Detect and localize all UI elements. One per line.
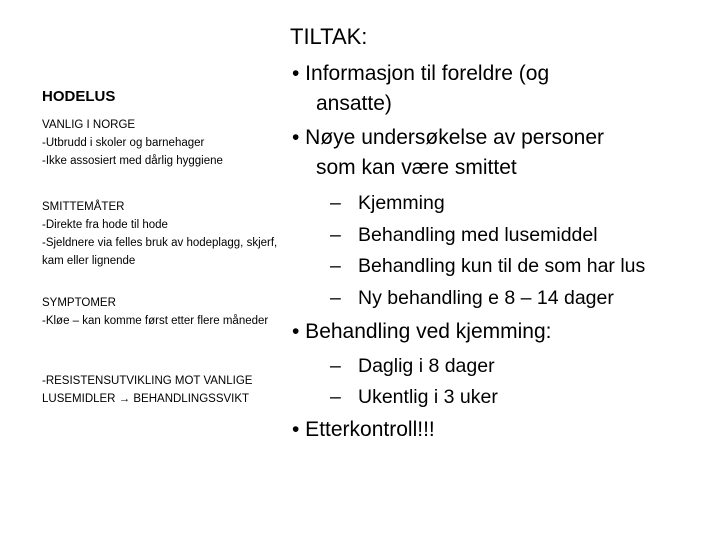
section-line: -Kløe – kan komme først etter flere måneder — [42, 315, 269, 327]
bullet-undersokelse: • Nøye undersøkelse av personer — [292, 126, 604, 149]
section-line: LUSEMIDLER → BEHANDLINGSSVIKT — [42, 393, 250, 405]
bullet-undersokelse-cont: som kan være smittet — [316, 156, 517, 179]
section-resistens — [42, 372, 282, 408]
bullet-etterkontroll: • Etterkontroll!!! — [292, 418, 435, 441]
sub-kun-lus: Behandling kun til de som har lus — [358, 255, 646, 277]
bullet-informasjon: • Informasjon til foreldre (og — [292, 62, 550, 85]
sub-ukentlig: Ukentlig i 3 uker — [358, 386, 498, 408]
sub-kjemming: Kjemming — [358, 192, 445, 214]
sub-dash: – — [330, 355, 341, 377]
sub-dash: – — [330, 386, 341, 408]
section-heading: VANLIG I NORGE — [42, 119, 136, 131]
section-heading: -RESISTENSUTVIKLING MOT VANLIGE — [42, 375, 253, 387]
sub-dash: – — [330, 192, 341, 214]
bullet-informasjon-cont: ansatte) — [316, 92, 392, 115]
section-vanlig — [42, 116, 282, 170]
bullet-kjemming: • Behandling ved kjemming: — [292, 320, 552, 343]
section-line: -Utbrudd i skoler og barnehager — [42, 137, 205, 149]
section-line: -Direkte fra hode til hode — [42, 219, 168, 231]
section-smittemater — [42, 198, 282, 270]
sub-lusemiddel: Behandling med lusemiddel — [358, 224, 598, 246]
tiltak-heading: TILTAK: — [290, 24, 368, 49]
section-heading: SYMPTOMER — [42, 297, 116, 309]
sub-dash: – — [330, 224, 341, 246]
slide-title: HODELUS — [42, 88, 116, 105]
sub-dash: – — [330, 287, 341, 309]
sub-dash: – — [330, 255, 341, 277]
sub-ny-behandling: Ny behandling e 8 – 14 dager — [358, 287, 614, 309]
section-heading: SMITTEMÅTER — [42, 201, 125, 213]
section-symptomer — [42, 294, 282, 330]
section-line: -Sjeldnere via felles bruk av hodeplagg, skjerf, kam eller lignende — [42, 237, 278, 267]
section-line: -Ikke assosiert med dårlig hyggiene — [42, 155, 223, 167]
sub-daglig: Daglig i 8 dager — [358, 355, 495, 377]
